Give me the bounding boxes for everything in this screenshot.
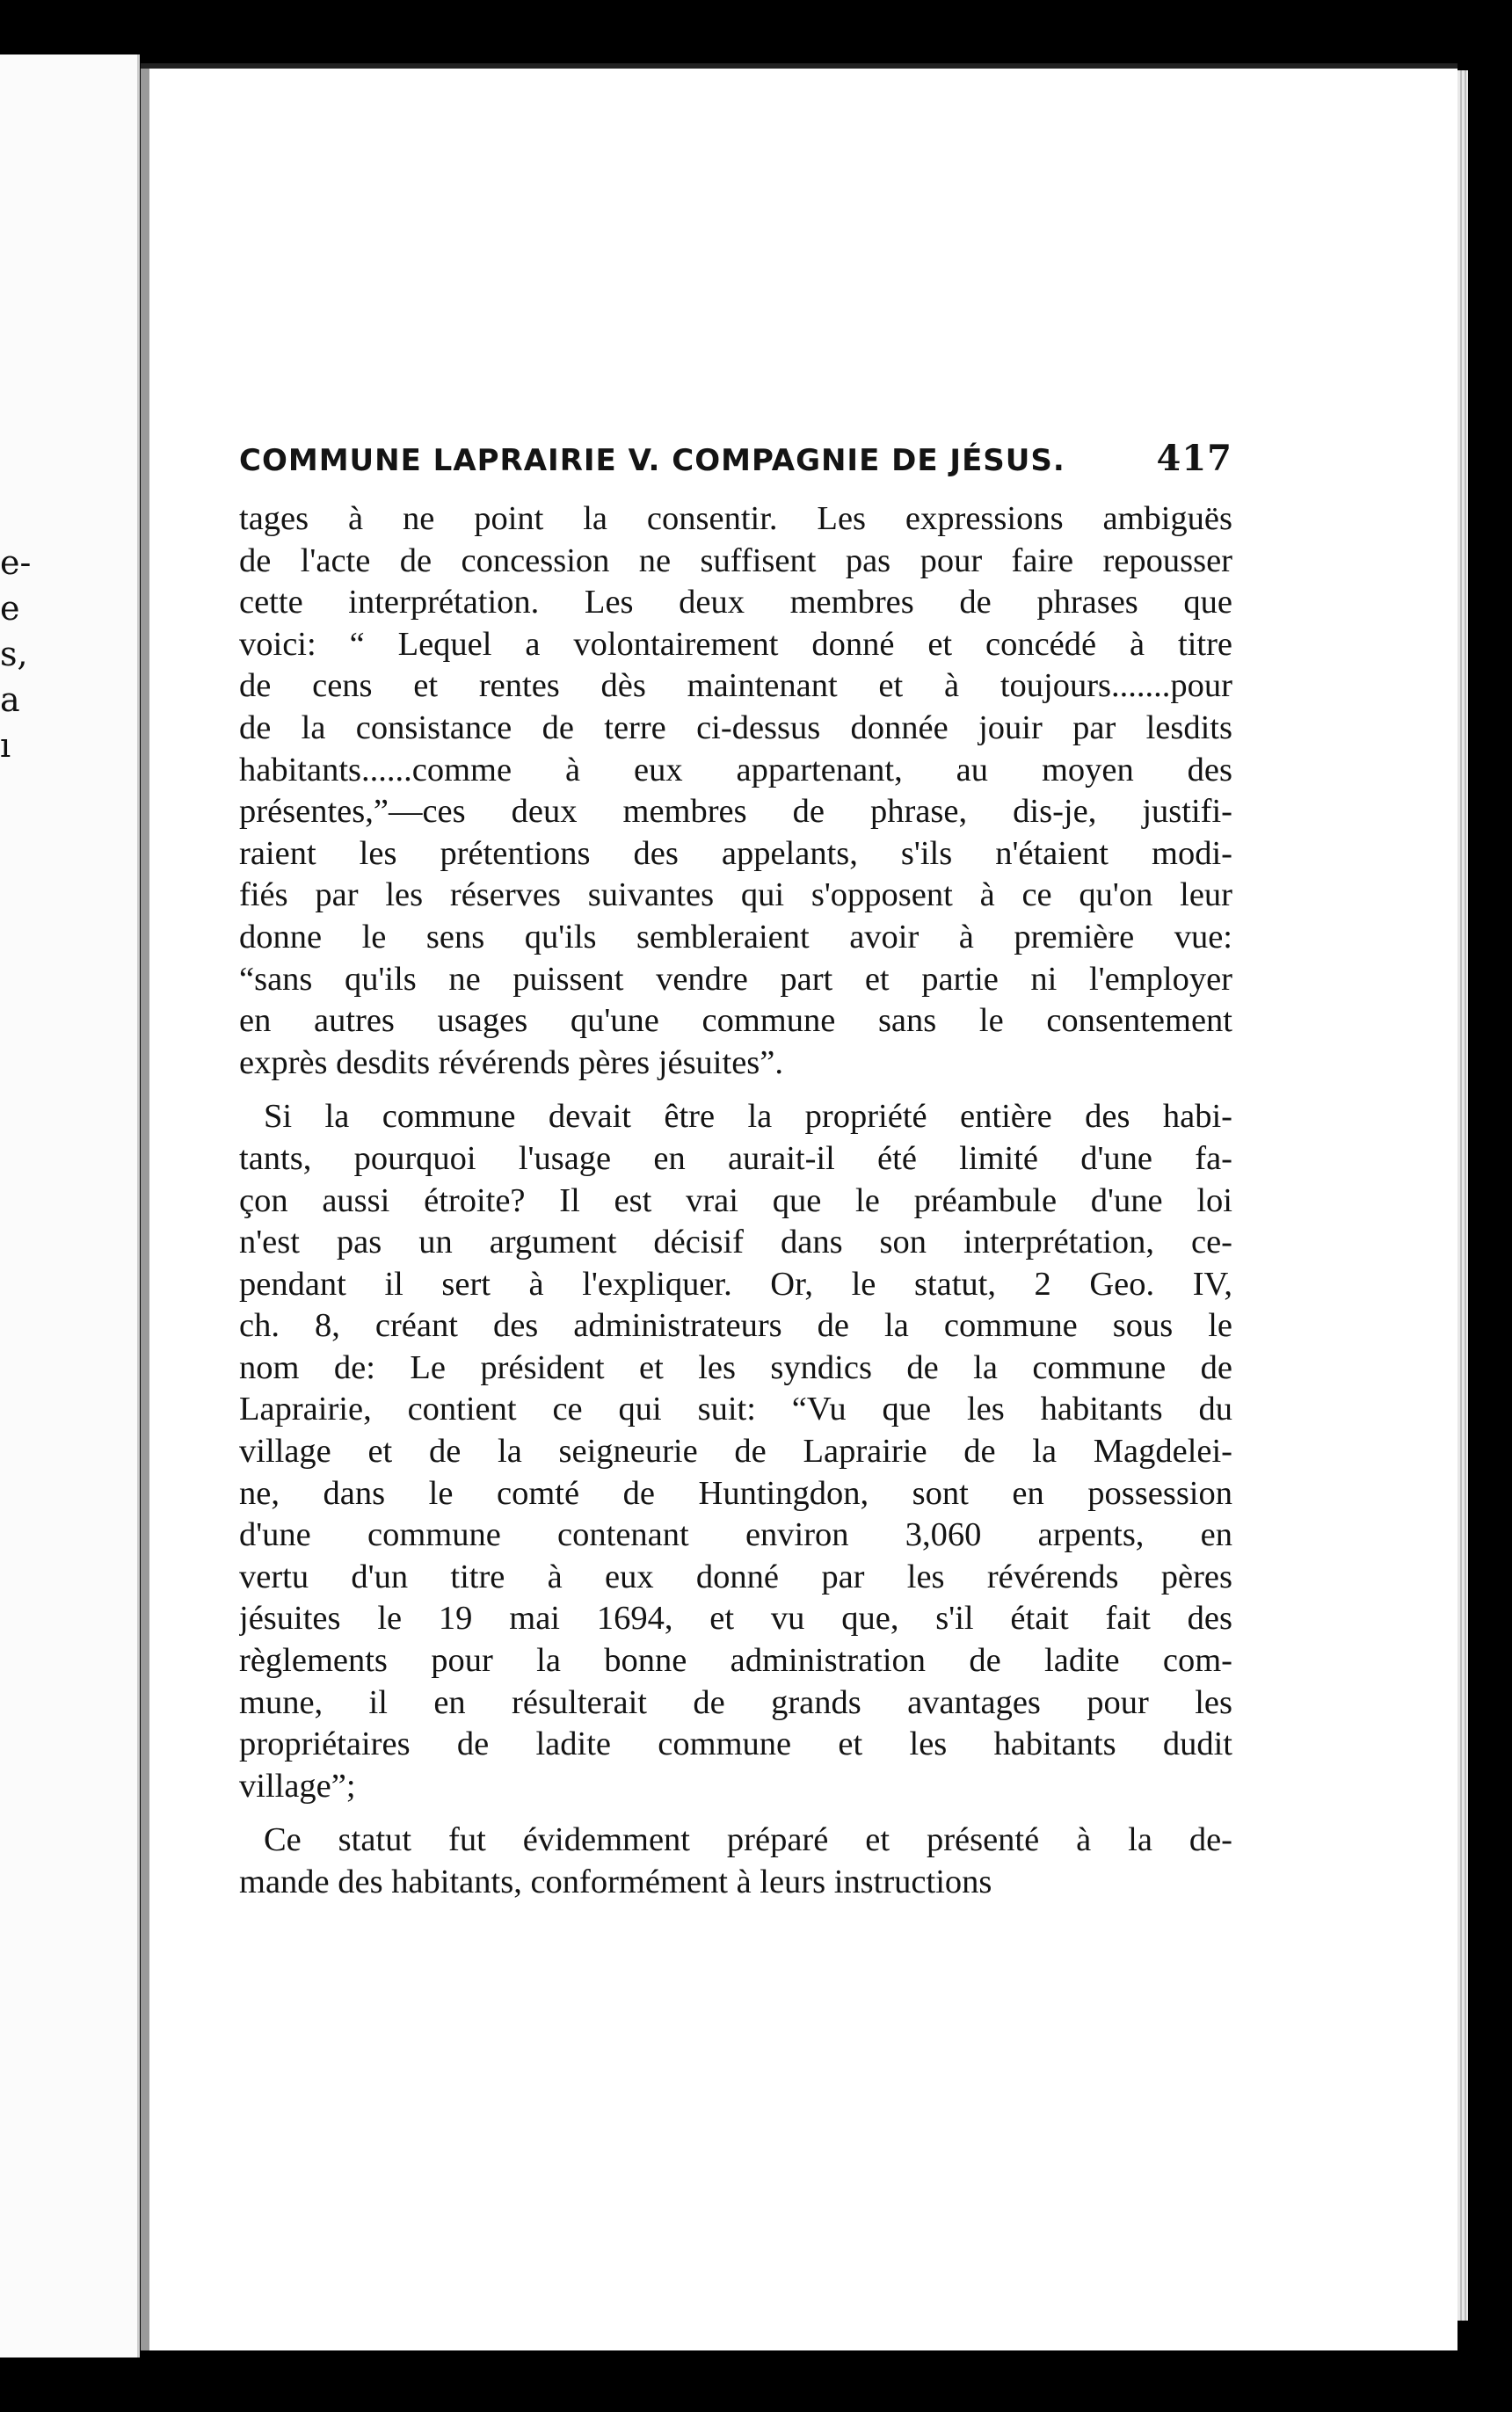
text-line: en autres usages qu'une commune sans le consentement xyxy=(239,1002,1232,1040)
text-line: çon aussi étroite? Il est vrai que le préambule d'une loi xyxy=(239,1181,1232,1219)
running-head-title: COMMUNE LAPRAIRIE V. COMPAGNIE DE JÉSUS. xyxy=(239,443,1065,478)
paragraph xyxy=(239,1096,1232,1807)
text-line: mune, il en résulterait de grands avantages pour les xyxy=(239,1683,1232,1721)
text-line: vertu d'un titre à eux donné par les révérends pères xyxy=(239,1558,1232,1595)
text-line: ch. 8, créant des administrateurs de la commune sous le xyxy=(239,1307,1232,1345)
text-line: ne, dans le comté de Huntingdon, sont en possession xyxy=(239,1474,1232,1512)
paragraph-gap xyxy=(239,1084,1232,1096)
text-line: de la consistance de terre ci-dessus donnée jouir par lesdits xyxy=(239,708,1232,746)
left-fragment: e xyxy=(0,589,20,628)
text-line: pendant il sert à l'expliquer. Or, le statut, 2 Geo. IV, xyxy=(239,1265,1232,1303)
text-line: nom de: Le président et les syndics de la commune de xyxy=(239,1348,1232,1386)
text-line: donne le sens qu'ils sembleraient avoir à première vue: xyxy=(239,918,1232,955)
left-fragment: s, xyxy=(0,635,28,673)
left-page-text-fragments xyxy=(0,540,35,768)
page-content xyxy=(239,438,1232,1904)
text-line: village et de la seigneurie de Laprairie de la Magdelei- xyxy=(239,1433,1232,1471)
text-line: “sans qu'ils ne puissent vendre part et partie ni l'employer xyxy=(239,960,1232,998)
body-text xyxy=(239,498,1232,1904)
paragraph xyxy=(239,498,1232,1084)
text-line: Laprairie, contient ce qui suit: “Vu que les habitants du xyxy=(239,1391,1232,1428)
text-line: voici: “ Lequel a volontairement donné et concédé à titre xyxy=(239,625,1232,663)
left-page-sliver xyxy=(0,54,140,2358)
paragraph-gap xyxy=(239,1807,1232,1820)
left-fragment: a xyxy=(0,680,20,719)
text-line: jésuites le 19 mai 1694, et vu que, s'il était fait des xyxy=(239,1600,1232,1638)
page-number: 417 xyxy=(1156,438,1232,479)
text-line: exprès desdits révérends pères jésuites”. xyxy=(239,1043,783,1081)
text-line: d'une commune contenant environ 3,060 arpents, en xyxy=(239,1516,1232,1554)
running-head xyxy=(239,438,1232,479)
text-line: cette interprétation. Les deux membres de phrases que xyxy=(239,584,1232,621)
text-line: propriétaires de ladite commune et les habitants dudit xyxy=(239,1725,1232,1763)
text-line: présentes,”—ces deux membres de phrase, dis-je, justifi- xyxy=(239,793,1232,831)
paragraph xyxy=(239,1820,1232,1903)
left-fragment: ı xyxy=(0,726,11,765)
text-line: fiés par les réserves suivantes qui s'opposent à ce qu'on leur xyxy=(239,876,1232,914)
text-line: règlements pour la bonne administration de ladite com- xyxy=(239,1642,1232,1680)
text-line: de l'acte de concession ne suffisent pas pour faire repousser xyxy=(239,541,1232,579)
text-line: Si la commune devait être la propriété entière des habi- xyxy=(264,1098,1232,1136)
text-line: tants, pourquoi l'usage en aurait-il été limité d'une fa- xyxy=(239,1139,1232,1177)
text-line: de cens et rentes dès maintenant et à toujours.......pour xyxy=(239,667,1232,705)
text-line: mande des habitants, conformément à leurs instructions xyxy=(239,1863,992,1900)
text-line: Ce statut fut évidemment préparé et présenté à la de- xyxy=(264,1821,1232,1859)
text-line: habitants......comme à eux appartenant, au moyen des xyxy=(239,751,1232,788)
left-fragment: e- xyxy=(0,543,32,582)
text-line: village”; xyxy=(239,1767,356,1805)
text-line: raient les prétentions des appelants, s'ils n'étaient modi- xyxy=(239,834,1232,872)
text-line: tages à ne point la consentir. Les expressions ambiguës xyxy=(239,500,1232,537)
text-line: n'est pas un argument décisif dans son interprétation, ce- xyxy=(239,1224,1232,1261)
book-page xyxy=(141,63,1457,2350)
